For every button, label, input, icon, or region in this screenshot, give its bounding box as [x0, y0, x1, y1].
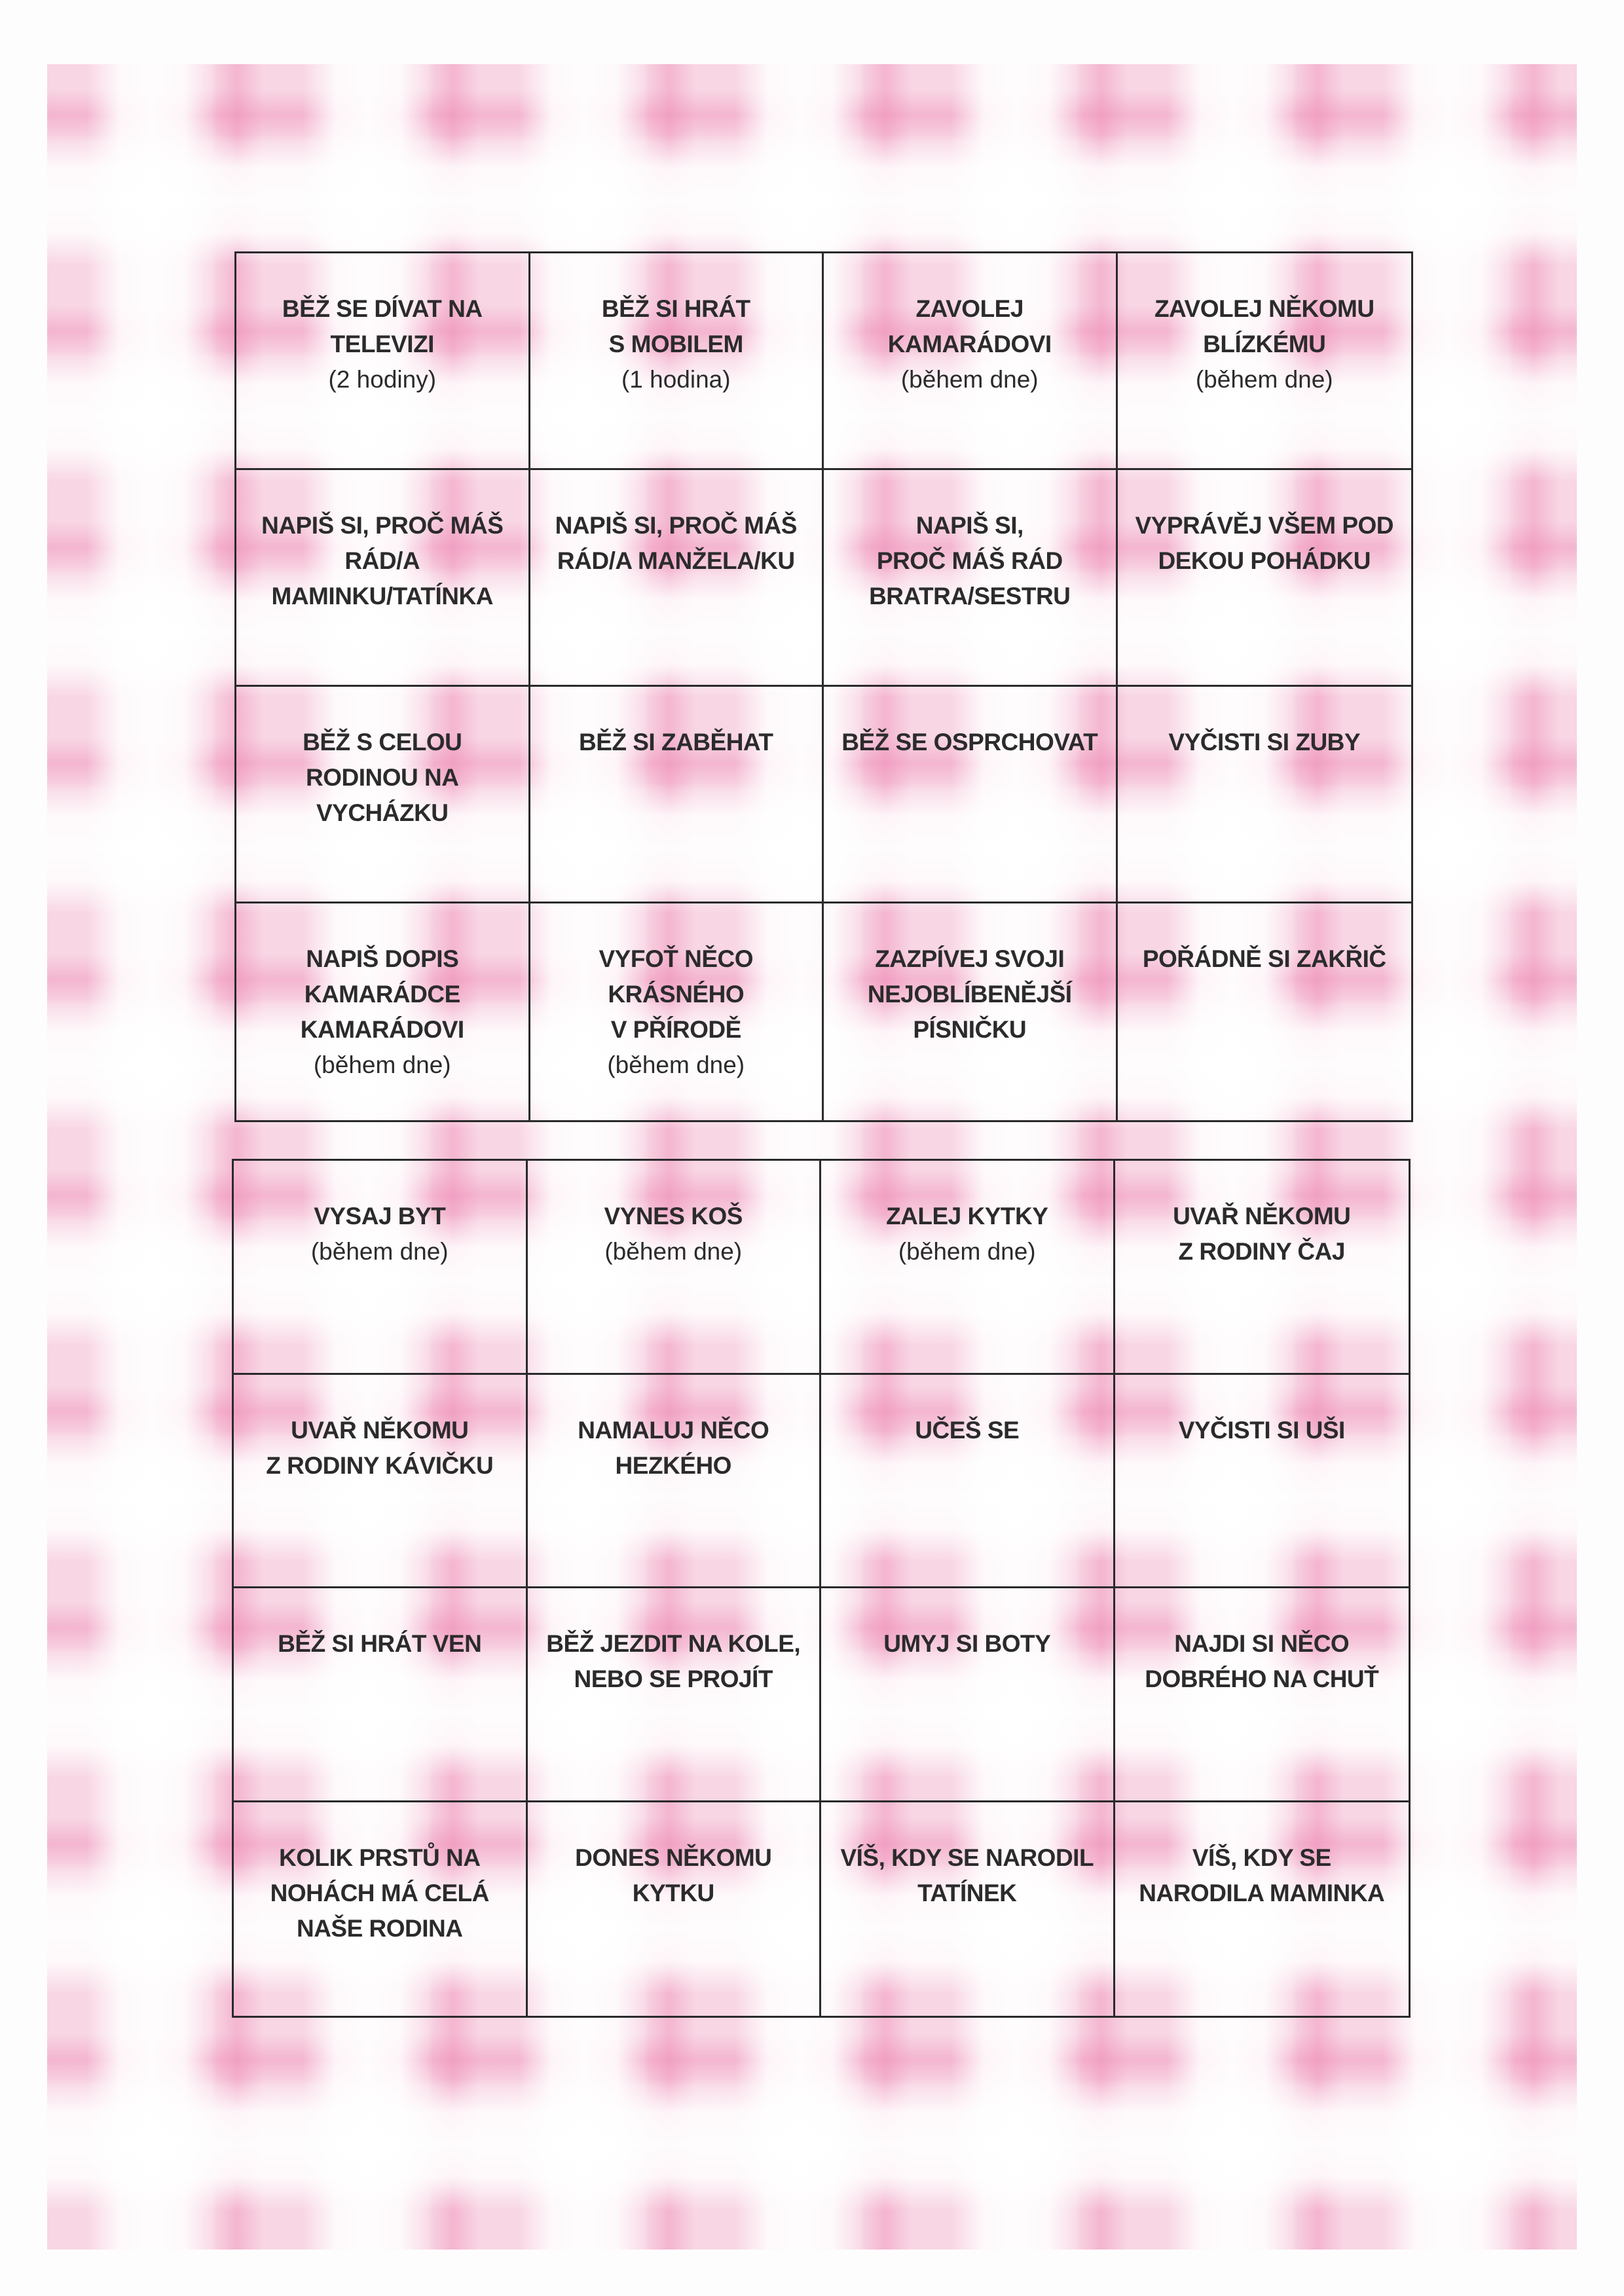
card-note: (během dne) [607, 1051, 745, 1078]
card [824, 253, 1118, 470]
card [824, 903, 1118, 1120]
card [1115, 1375, 1409, 1589]
card [528, 1588, 822, 1802]
card [1115, 1588, 1409, 1802]
card-text: VYPRÁVĚJ VŠEM POD DEKOU POHÁDKU [1135, 512, 1393, 574]
card [236, 470, 530, 687]
card-text: ZAZPÍVEJ SVOJI NEJOBLÍBENĚJŠÍ PÍSNIČKU [867, 945, 1072, 1043]
card-text: VYČISTI SI UŠI [1178, 1416, 1345, 1444]
card [234, 1375, 528, 1589]
card-text: UMYJ SI BOTY [883, 1630, 1051, 1657]
card-text: VÍŠ, KDY SE NARODILA MAMINKA [1139, 1844, 1385, 1906]
card-note: (během dne) [310, 1238, 449, 1265]
card-note: (1 hodina) [621, 366, 731, 393]
card [528, 1375, 822, 1589]
card-text: VÍŠ, KDY SE NARODIL TATÍNEK [840, 1844, 1094, 1906]
card-text: BĚŽ JEZDIT NA KOLE, NEBO SE PROJÍT [546, 1630, 801, 1692]
card-text: UVAŘ NĚKOMU Z RODINY ČAJ [1173, 1203, 1351, 1265]
card [824, 687, 1118, 903]
card-note: (během dne) [898, 1238, 1036, 1265]
card [1115, 1802, 1409, 2016]
card [528, 1802, 822, 2016]
card-text: BĚŽ SI ZABĚHAT [578, 729, 773, 756]
card-text: NAPIŠ SI, PROČ MÁŠ RÁD/A MAMINKU/TATÍNKA [261, 512, 504, 610]
card-note: (během dne) [1195, 366, 1333, 393]
card-text: ZAVOLEJ KAMARÁDOVI [887, 295, 1052, 357]
card-text: BĚŽ SI HRÁT VEN [278, 1630, 482, 1657]
card [530, 470, 824, 687]
card [530, 687, 824, 903]
card-text: UČEŠ SE [915, 1416, 1020, 1444]
card [821, 1802, 1115, 2016]
card-text: POŘÁDNĚ SI ZAKŘIČ [1142, 945, 1386, 972]
card-text: BĚŽ SI HRÁT S MOBILEM [601, 295, 750, 357]
card [1118, 253, 1412, 470]
card-text: KOLIK PRSTŮ NA NOHÁCH MÁ CELÁ NAŠE RODINA [270, 1844, 489, 1942]
card-note: (během dne) [313, 1051, 451, 1078]
card-text: UVAŘ NĚKOMU Z RODINY KÁVIČKU [266, 1416, 494, 1479]
card [236, 687, 530, 903]
card-text: ZAVOLEJ NĚKOMU BLÍZKÉMU [1154, 295, 1375, 357]
card [530, 253, 824, 470]
card [1115, 1161, 1409, 1375]
card-text: NAJDI SI NĚCO DOBRÉHO NA CHUŤ [1145, 1630, 1379, 1692]
card [528, 1161, 822, 1375]
card-text: NAPIŠ SI, PROČ MÁŠ RÁD BRATRA/SESTRU [869, 512, 1071, 610]
card-sheet-bottom [232, 1159, 1411, 2018]
card-text: DONES NĚKOMU KYTKU [575, 1844, 772, 1906]
card [824, 470, 1118, 687]
card [234, 1802, 528, 2016]
card [1118, 687, 1412, 903]
card-note: (během dne) [900, 366, 1039, 393]
card-text: VYČISTI SI ZUBY [1168, 729, 1361, 756]
card [821, 1161, 1115, 1375]
card [234, 1588, 528, 1802]
card-text: VYNES KOŠ [604, 1203, 743, 1230]
card-text: NAPIŠ DOPIS KAMARÁDCE KAMARÁDOVI [300, 945, 464, 1043]
card-sheet-top [234, 251, 1413, 1122]
card-text: BĚŽ SE OSPRCHOVAT [841, 729, 1098, 756]
card [530, 903, 824, 1120]
card [821, 1588, 1115, 1802]
card-text: ZALEJ KYTKY [886, 1203, 1048, 1230]
card [1118, 470, 1412, 687]
card [234, 1161, 528, 1375]
card-text: NAMALUJ NĚCO HEZKÉHO [578, 1416, 769, 1479]
card-note: (během dne) [604, 1238, 743, 1265]
card [821, 1375, 1115, 1589]
card-text: NAPIŠ SI, PROČ MÁŠ RÁD/A MANŽELA/KU [555, 512, 797, 574]
card-text: VYSAJ BYT [314, 1203, 446, 1230]
card-note: (2 hodiny) [328, 366, 437, 393]
card [236, 903, 530, 1120]
card-text: BĚŽ SE DÍVAT NA TELEVIZI [282, 295, 483, 357]
card-text: VYFOŤ NĚCO KRÁSNÉHO V PŘÍRODĚ [599, 945, 754, 1043]
card-text: BĚŽ S CELOU RODINOU NA VYCHÁZKU [303, 729, 462, 826]
card [236, 253, 530, 470]
card [1118, 903, 1412, 1120]
